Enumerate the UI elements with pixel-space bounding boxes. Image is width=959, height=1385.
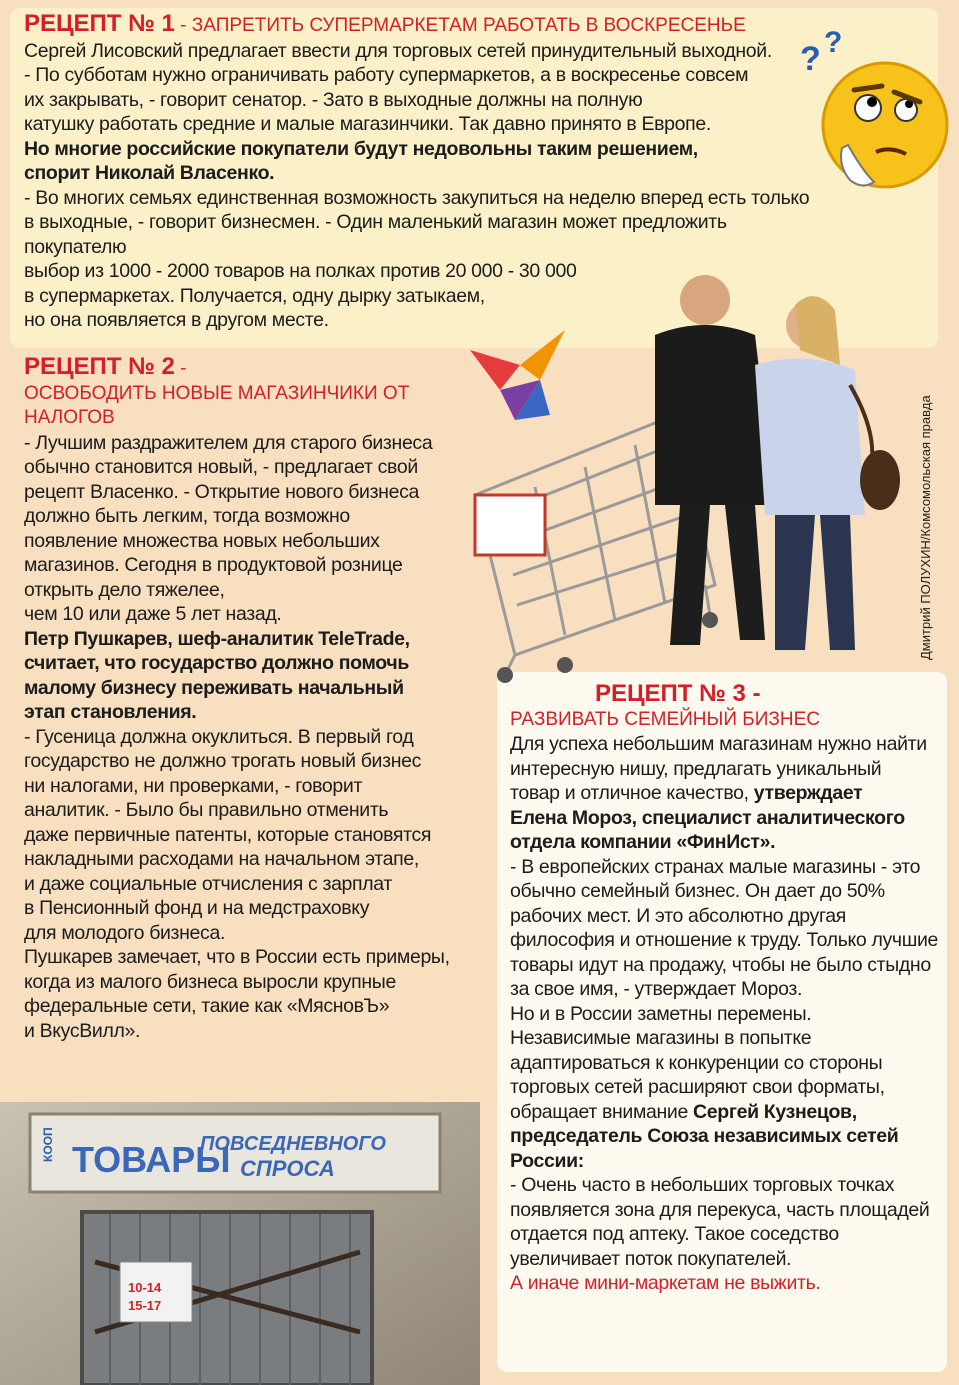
text-line: выбор из 1000 - 2000 товаров на полках против 20 000 - 30 000 (24, 260, 577, 282)
text-line: появляется зона для перекуса, часть площадей (510, 1198, 930, 1221)
text-line: даже первичные патенты, которые становятся (24, 823, 432, 846)
text-line: товары идут на продажу, чтобы не было стыдно (510, 953, 931, 976)
text-line: - Лучшим раздражителем для старого бизнеса (24, 431, 433, 454)
bold-line: Петр Пушкарев, шеф-аналитик TeleTrade, (24, 627, 410, 650)
text-line: в супермаркетах. Получается, одну дырку затыкаем, (24, 284, 485, 307)
bold-line: председатель Союза независимых сетей (510, 1125, 899, 1147)
text-line: Пушкарев замечает, что в России есть примеры, (24, 946, 450, 968)
text-line: ни налогами, ни проверками, - говорит (24, 774, 363, 797)
text-line: - Очень часто в небольших торговых точках (510, 1174, 895, 1196)
text-line: но она появляется в другом месте. (24, 309, 329, 331)
text-line: торговых сетей расширяют свои форматы, (510, 1076, 885, 1098)
text-line: интересную нишу, предлагать уникальный (510, 757, 882, 780)
bold-span: Сергей Кузнецов, (693, 1100, 857, 1123)
bold-span: утверждает (753, 782, 863, 804)
recipe1-heading: РЕЦЕПТ № 1 (24, 10, 175, 37)
sign-side-text: КООП (41, 1127, 55, 1162)
text-line: катушку работать средние и малые магазинчики. Так давно принято в Европе. (24, 113, 711, 135)
text-line: федеральные сети, такие как «МясновЪ» (24, 995, 390, 1017)
text-line: государство не должно трогать новый бизнес (24, 750, 422, 772)
text-span: обращает внимание (510, 1100, 694, 1123)
recipe3-subtitle: РАЗВИВАТЬ СЕМЕЙНЫЙ БИЗНЕС (510, 708, 820, 730)
bold-line: считает, что государство должно помочь (24, 652, 409, 674)
text-line: в Пенсионный фонд и на медстраховку (24, 897, 370, 919)
sign-line2b: СПРОСА (240, 1156, 335, 1181)
recipe3-body (510, 732, 945, 1296)
hours-line2: 15-17 (128, 1298, 162, 1313)
svg-text:?: ? (824, 30, 843, 59)
recipe3-section (510, 682, 945, 1296)
text-line: - Во многих семьях единственная возможность закупиться на неделю вперед есть только (24, 186, 810, 209)
recipe1-subtitle: - ЗАПРЕТИТЬ СУПЕРМАРКЕТАМ РАБОТАТЬ В ВОСКРЕСЕНЬЕ (174, 15, 746, 36)
text-line: Но и в России заметны перемены. (510, 1002, 812, 1025)
text-line: обычно становится новый, - предлагает свой (24, 456, 418, 478)
shoppers-photo (455, 255, 915, 685)
text-line: чем 10 или даже 5 лет назад. (24, 603, 282, 625)
sign-line1: ТОВАРЫ (72, 1139, 231, 1180)
text-line: за свое имя, - утверждает Мороз. (510, 978, 803, 1000)
bold-line: Но многие российские покупатели будут недовольны таким решением, (24, 137, 698, 160)
bold-line: отдела компании «ФинИст». (510, 831, 776, 853)
text-line: - В европейских странах малые магазины - это (510, 855, 921, 878)
text-line: открыть дело тяжелее, (24, 578, 225, 601)
closing-line: А иначе мини-маркетам не выжить. (510, 1272, 821, 1294)
text-line: - Гусеница должна окуклиться. В первый год (24, 725, 414, 748)
text-line: рабочих мест. И это абсолютно другая (510, 904, 846, 927)
bold-line: спорит Николай Власенко. (24, 162, 275, 184)
recipe2-body (24, 431, 464, 1044)
recipe2-dash: - (174, 358, 187, 379)
text-line: магазинов. Сегодня в продуктовой рознице (24, 554, 403, 576)
text-line: для молодого бизнеса. (24, 921, 226, 944)
text-line: в выходные, - говорит бизнесмен. - Один маленький магазин может предложить покупателю (24, 211, 727, 258)
recipe2-heading: РЕЦЕПТ № 2 (24, 353, 175, 380)
text-line: аналитик. - Было бы правильно отменить (24, 799, 389, 821)
bold-line: малому бизнесу переживать начальный (24, 676, 404, 699)
recipe2-subtitle: ОСВОБОДИТЬ НОВЫЕ МАГАЗИНЧИКИ ОТ НАЛОГОВ (24, 382, 410, 428)
text-line: адаптироваться к конкуренции со стороны (510, 1051, 883, 1074)
text-line: когда из малого бизнеса выросли крупные (24, 970, 396, 993)
photo-credit: Дмитрий ПОЛУХИН/Комсомольская правда (918, 395, 933, 660)
text-line: Для успеха небольшим магазинам нужно найти (510, 733, 927, 755)
thinking-smiley-icon (790, 30, 950, 200)
text-line: увеличивает поток покупателей. (510, 1247, 792, 1270)
text-line: Независимые магазины в попытке (510, 1027, 812, 1049)
bold-line: этап становления. (24, 701, 197, 723)
text-line: должно быть легким, тогда возможно (24, 505, 350, 527)
text-span: товар и отличное качество, (510, 782, 754, 804)
bold-line: Елена Мороз, специалист аналитического (510, 806, 905, 829)
sign-line2a: ПОВСЕДНЕВНОГО (200, 1133, 386, 1155)
text-line: появление множества новых небольших (24, 529, 380, 552)
text-line: - По субботам нужно ограничивать работу супермаркетов, а в воскресенье совсем (24, 64, 749, 86)
hours-line1: 10-14 (128, 1280, 162, 1295)
storefront-photo (0, 1102, 480, 1385)
text-line: обычно семейный бизнес. Он дает до 50% (510, 880, 885, 902)
text-line: и даже социальные отчисления с зарплат (24, 872, 392, 895)
bold-line: России: (510, 1149, 584, 1172)
text-line: и ВкусВилл». (24, 1019, 141, 1042)
text-line: философия и отношение к труду. Только лучшие (510, 929, 939, 951)
recipe2-section (24, 355, 464, 1043)
text-line: их закрывать, - говорит сенатор. - Зато в выходные должны на полную (24, 88, 643, 111)
text-line: накладными расходами на начальном этапе, (24, 848, 419, 870)
svg-text:?: ? (800, 40, 821, 78)
text-line: отдается под аптеку. Такое соседство (510, 1223, 839, 1245)
text-line: Сергей Лисовский предлагает ввести для торговых сетей принудительный выходной. (24, 39, 772, 62)
recipe3-heading: РЕЦЕПТ № 3 - (595, 680, 761, 707)
text-line: рецепт Власенко. - Открытие нового бизнеса (24, 480, 419, 503)
